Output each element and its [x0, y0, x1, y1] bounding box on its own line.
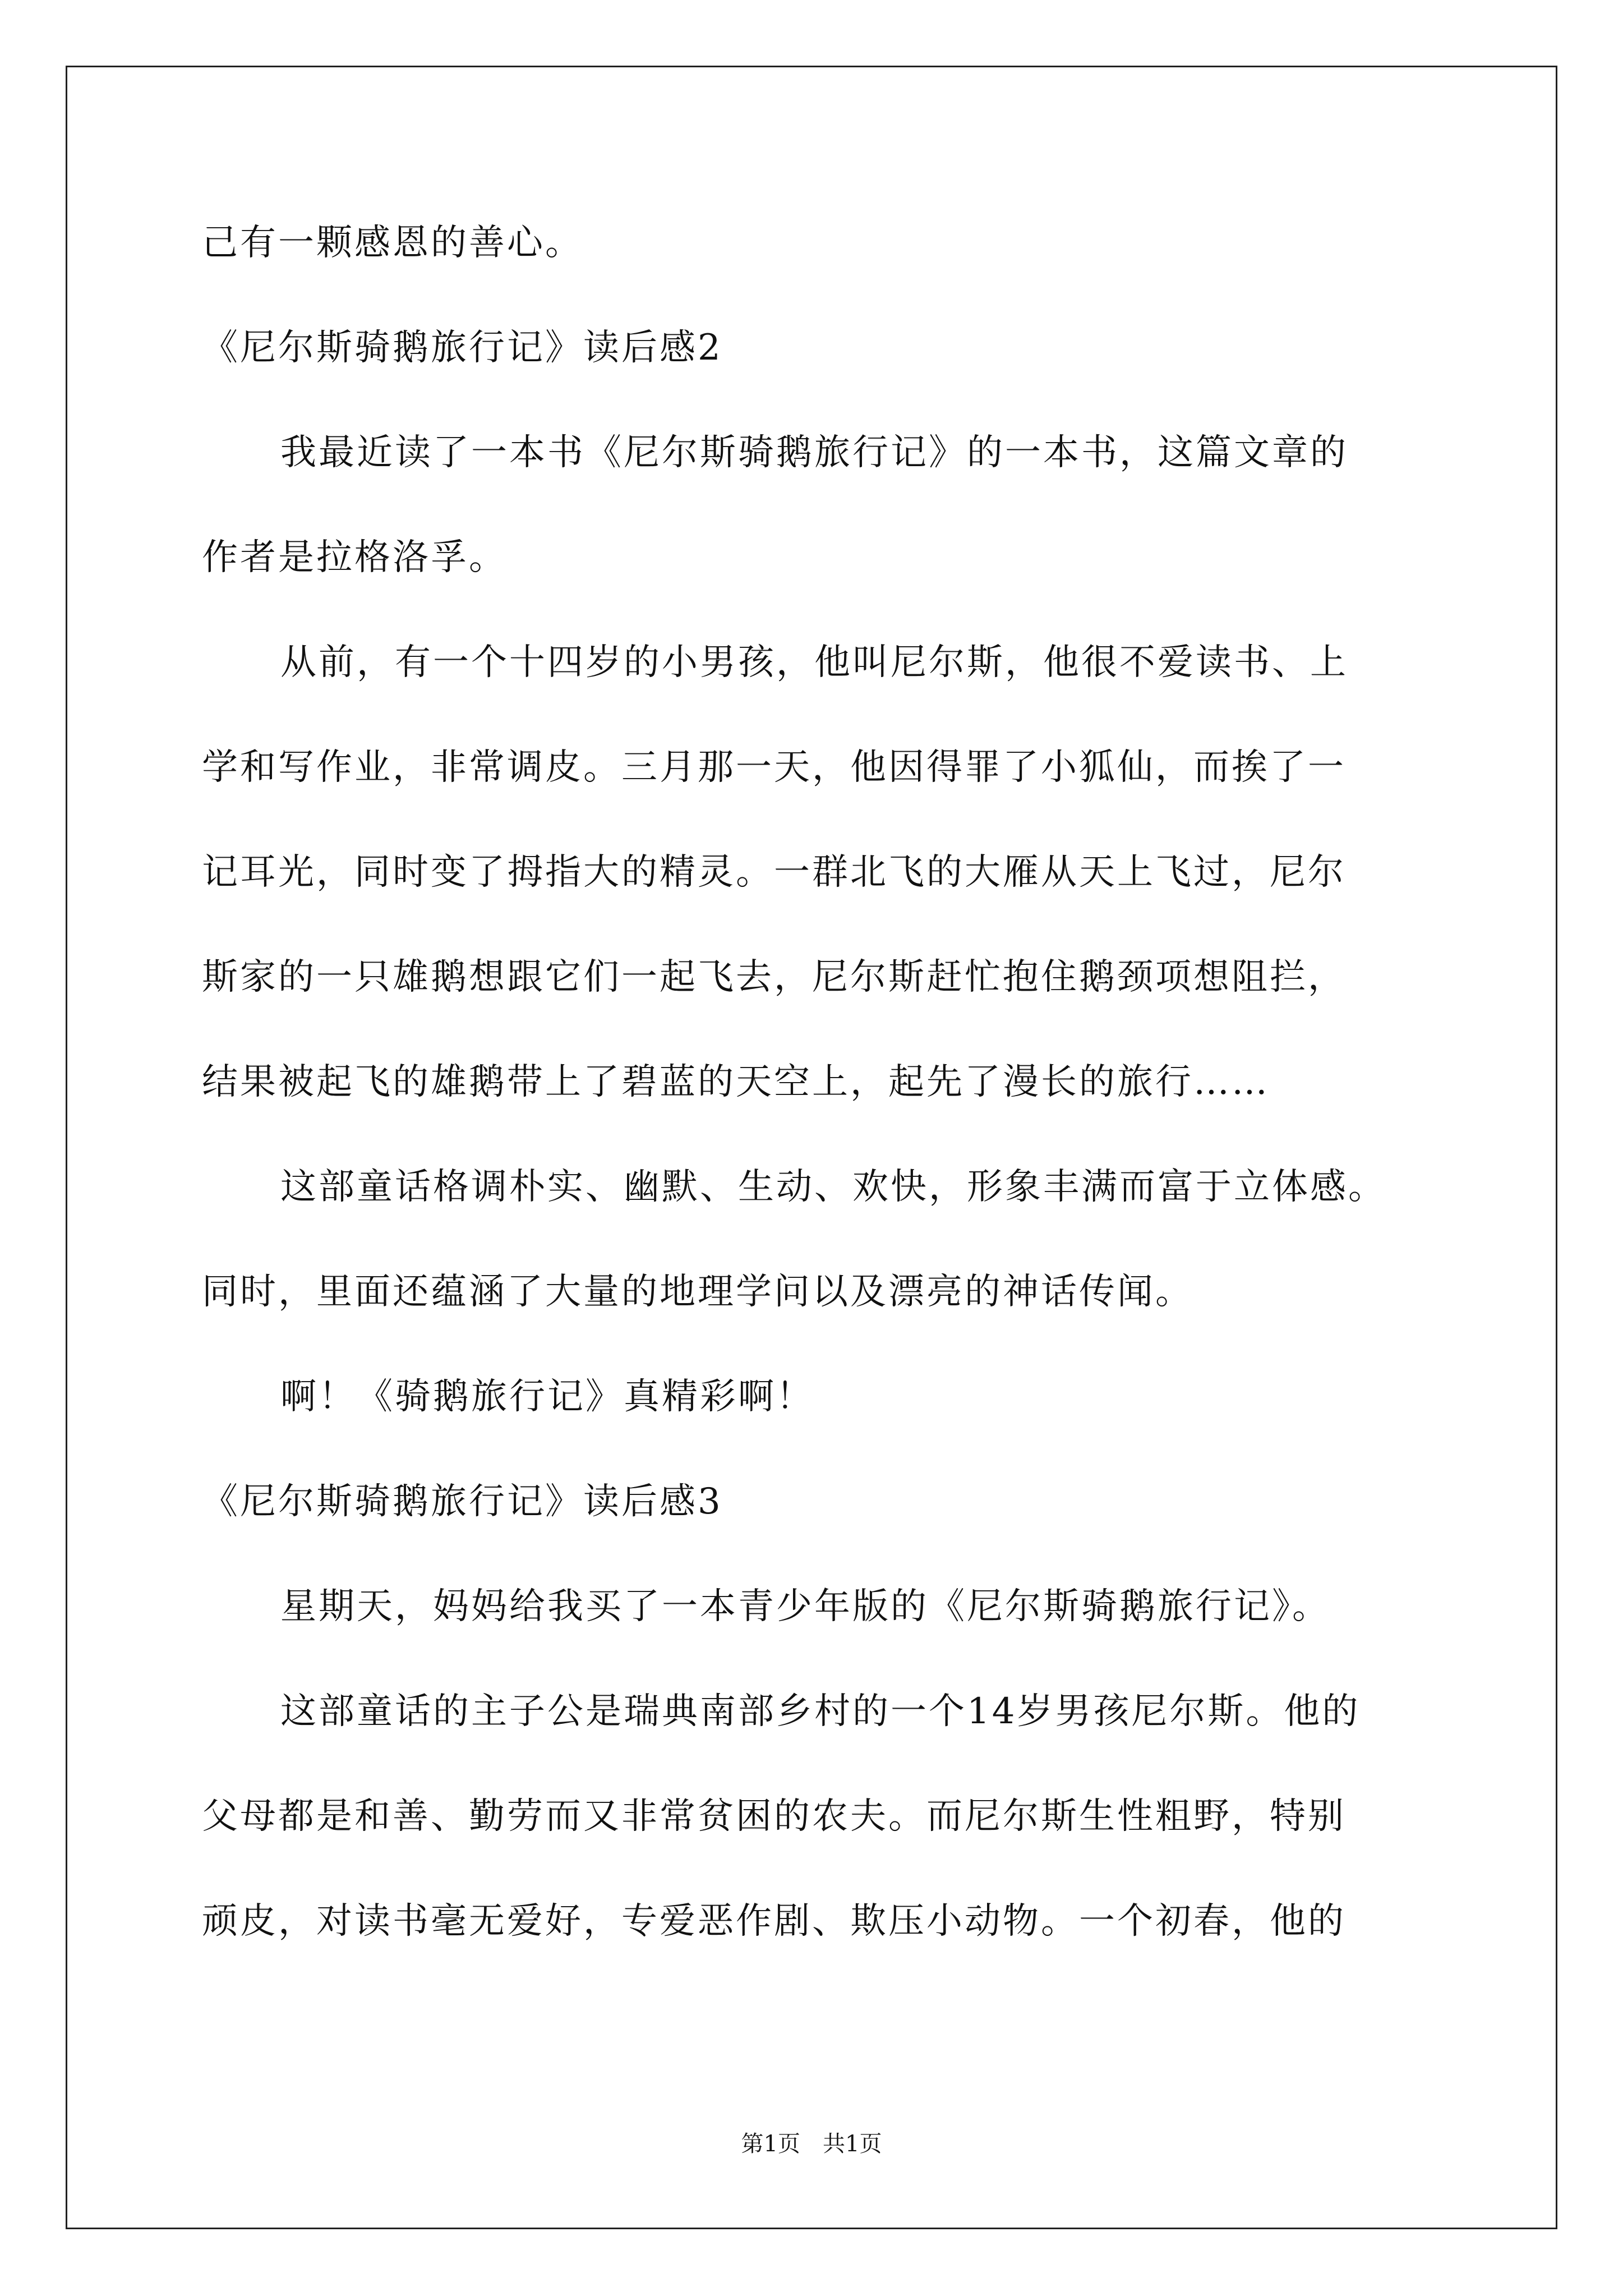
page-total: 共1页: [823, 2131, 882, 2157]
document-body: [202, 191, 1424, 1974]
text-line: 从前，有一个十四岁的小男孩，他叫尼尔斯，他很不爱读书、上: [280, 642, 1348, 683]
text-line: 这部童话的主子公是瑞典南部乡村的一个14岁男孩尼尔斯。他的: [280, 1691, 1361, 1732]
section-heading: 《尼尔斯骑鹅旅行记》读后感3: [202, 1481, 723, 1522]
text-line: 顽皮，对读书毫无爱好，专爱恶作剧、欺压小动物。一个初春，他的: [202, 1901, 1346, 1942]
text-line: 学和写作业，非常调皮。三月那一天，他因得罪了小狐仙，而挨了一: [202, 747, 1346, 788]
text-line: 作者是拉格洛孚。: [202, 537, 507, 578]
section-heading: 《尼尔斯骑鹅旅行记》读后感2: [202, 327, 723, 369]
text-line: 啊！《骑鹅旅行记》真精彩啊！: [280, 1376, 814, 1418]
text-line: 己有一颗感恩的善心。: [202, 222, 583, 264]
text-line: 星期天，妈妈给我买了一本青少年版的《尼尔斯骑鹅旅行记》。: [280, 1586, 1330, 1627]
text-line: 斯家的一只雄鹅想跟它们一起飞去，尼尔斯赶忙抱住鹅颈项想阻拦，: [202, 956, 1346, 998]
text-line: 父母都是和善、勤劳而又非常贫困的农夫。而尼尔斯生性粗野，特别: [202, 1796, 1346, 1837]
page-footer: [0, 2126, 1623, 2158]
text-line: 这部童话格调朴实、幽默、生动、欢快，形象丰满而富于立体感。: [280, 1166, 1386, 1208]
text-line: 结果被起飞的雄鹅带上了碧蓝的天空上，起先了漫长的旅行……: [202, 1061, 1270, 1103]
text-line: 同时，里面还蕴涵了大量的地理学问以及漂亮的神话传闻。: [202, 1271, 1193, 1313]
page-number: 第1页: [741, 2131, 800, 2157]
text-line: 我最近读了一本书《尼尔斯骑鹅旅行记》的一本书，这篇文章的: [280, 432, 1348, 473]
text-line: 记耳光，同时变了拇指大的精灵。一群北飞的大雁从天上飞过，尼尔: [202, 852, 1346, 893]
